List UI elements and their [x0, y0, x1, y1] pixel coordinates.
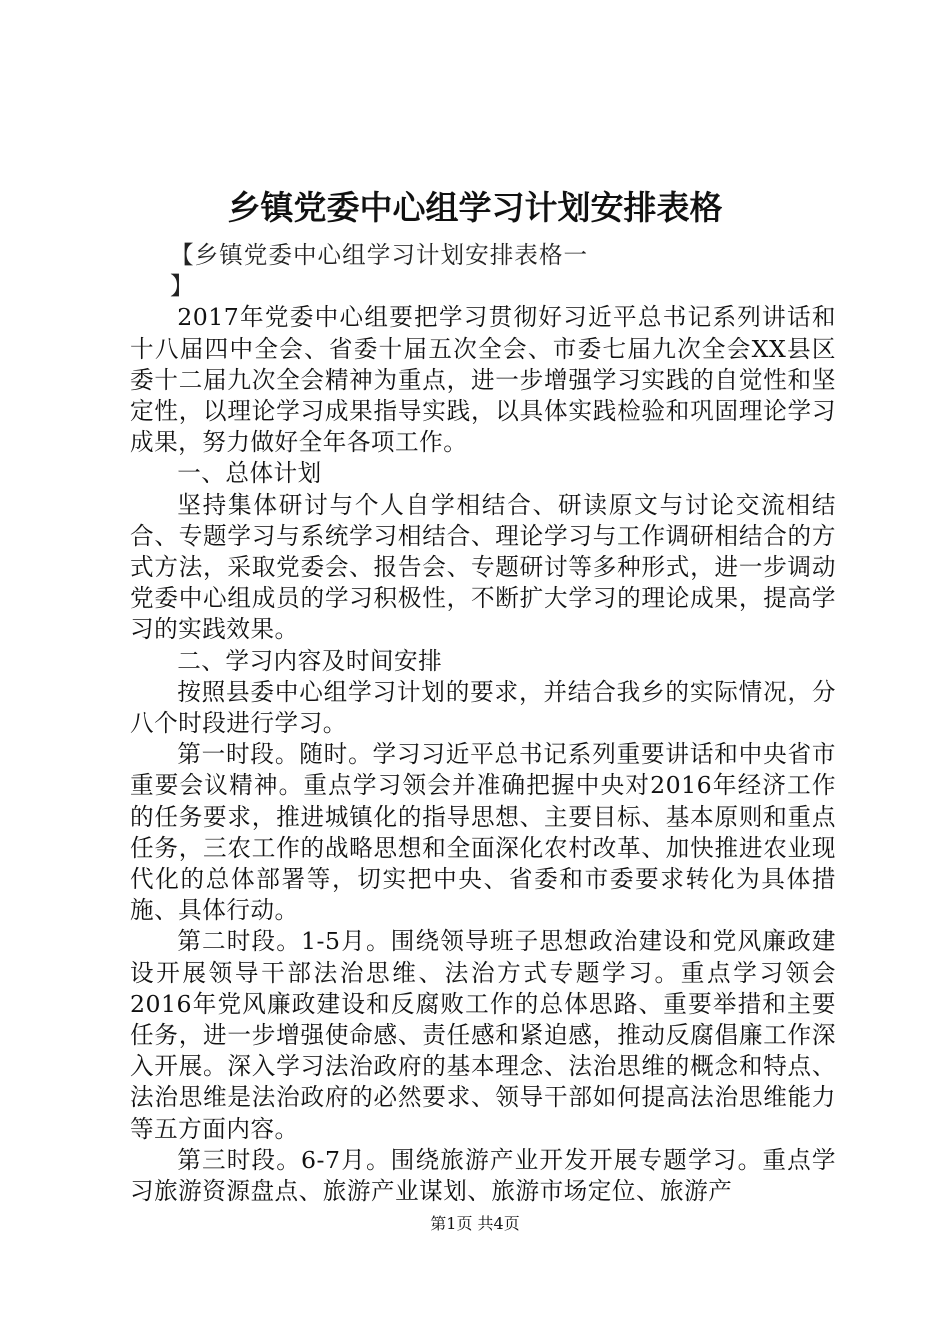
- document-title: 乡镇党委中心组学习计划安排表格: [227, 188, 723, 227]
- document-subtitle-end: 】: [170, 272, 195, 301]
- paragraph-schedule-intro: 按照县委中心组学习计划的要求，并结合我乡的实际情况，分八个时段进行学习。: [130, 677, 836, 738]
- paragraph-period-three: 第三时段。6-7月。围绕旅游产业开发开展专题学习。重点学习旅游资源盘点、旅游产业谋划、旅游市场定位、旅游产: [130, 1145, 836, 1206]
- section-heading-overall-plan: 一、总体计划: [177, 459, 322, 488]
- page-footer: 第1页 共4页: [430, 1214, 520, 1233]
- paragraph-period-one: 第一时段。随时。学习习近平总书记系列重要讲话和中央省市重要会议精神。重点学习领会并准确把握中央对2016年经济工作的任务要求，推进城镇化的指导思想、主要目标、基本原则和重点任务，三农工作的战略思想和全面深化农村改革、加快推进农业现代化的总体部署等，切实把中央、省委和市委要求转化为具体措施、具体行动。: [130, 740, 836, 925]
- paragraph-period-two: 第二时段。1-5月。围绕领导班子思想政治建设和党风廉政建设开展领导干部法治思维、法治方式专题学习。重点学习领会2016年党风廉政建设和反腐败工作的总体思路、重要举措和主要任务，进一步增强使命感、责任感和紧迫感，推动反腐倡廉工作深入开展。深入学习法治政府的基本理念、法治思维的概念和特点、法治思维是法治政府的必然要求、领导干部如何提高法治思维能力等五方面内容。: [130, 927, 836, 1143]
- document-subtitle: 【乡镇党委中心组学习计划安排表格一: [170, 241, 589, 269]
- paragraph-intro: 2017年党委中心组要把学习贯彻好习近平总书记系列讲话和十八届四中全会、省委十届五次全会、市委七届九次全会XX县区委十二届九次全会精神为重点，进一步增强学习实践的自觉性和坚定性，以理论学习成果指导实践，以具体实践检验和巩固理论学习成果，努力做好全年各项工作。: [130, 303, 836, 457]
- paragraph-overall-plan: 坚持集体研讨与个人自学相结合、研读原文与讨论交流相结合、专题学习与系统学习相结合、理论学习与工作调研相结合的方式方法，采取党委会、报告会、专题研讨等多种形式，进一步调动党委中心组成员的学习积极性，不断扩大学习的理论成果，提高学习的实践效果。: [130, 490, 836, 644]
- section-heading-content-schedule: 二、学习内容及时间安排: [177, 646, 443, 675]
- document-body: [130, 240, 836, 1207]
